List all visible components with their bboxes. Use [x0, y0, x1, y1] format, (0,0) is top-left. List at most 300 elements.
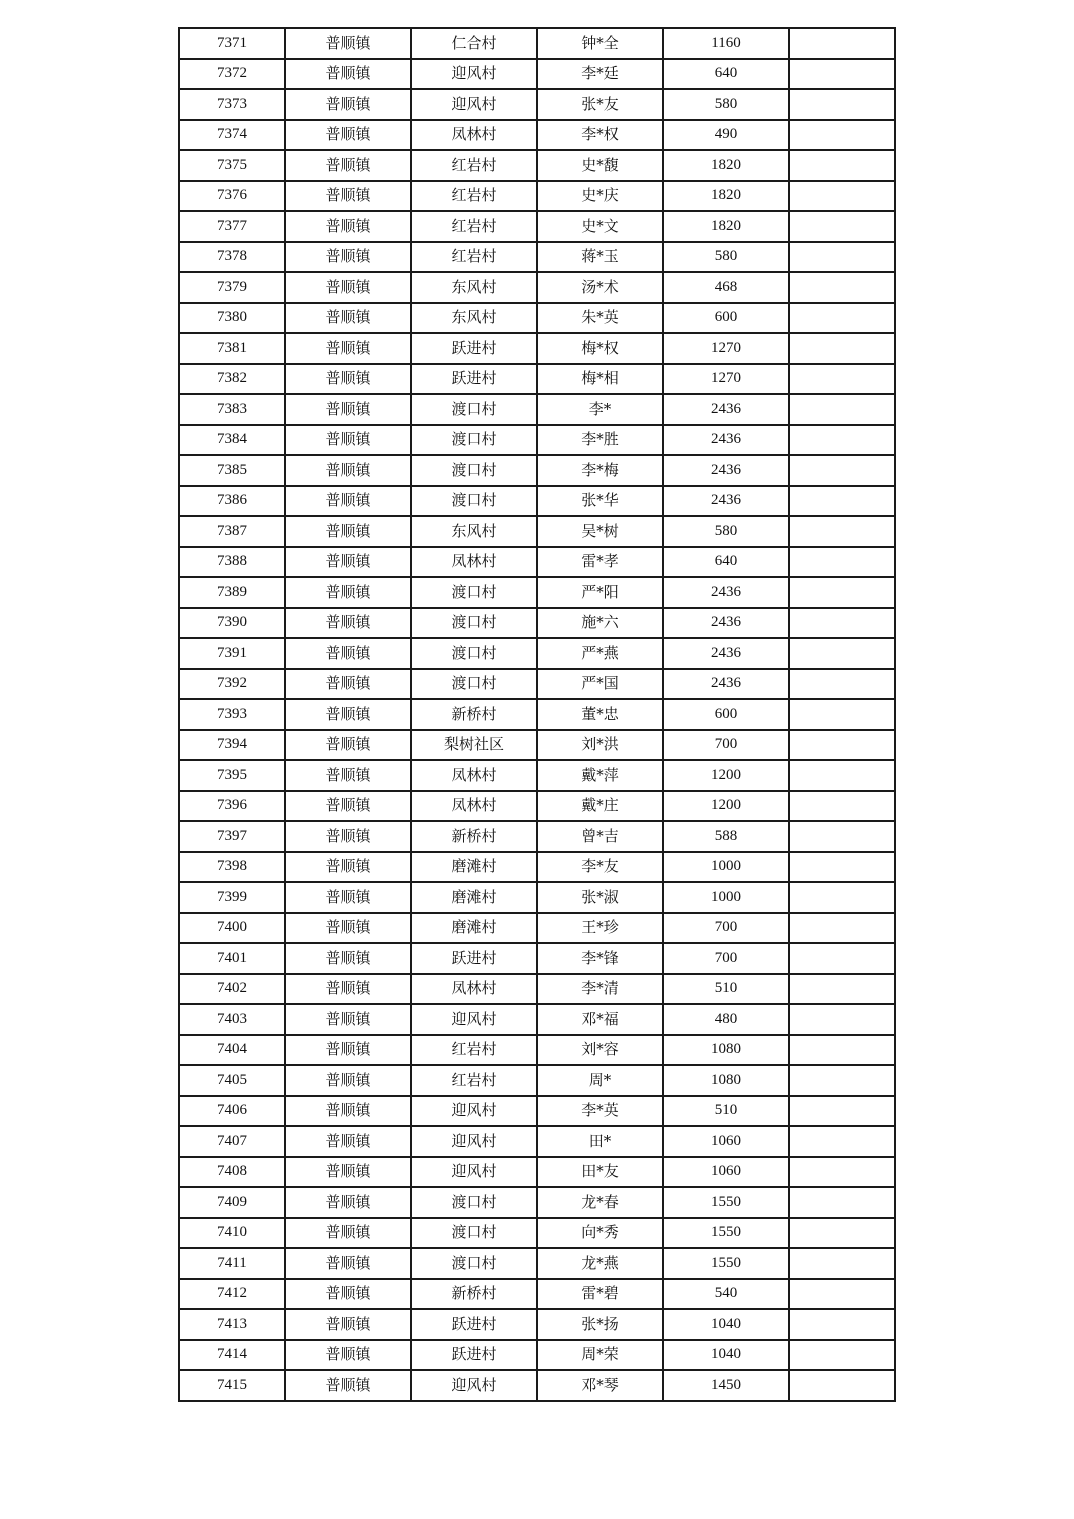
village-cell: 磨滩村 [411, 882, 537, 913]
town-cell: 普顺镇 [285, 59, 411, 90]
serial-cell: 7406 [179, 1096, 285, 1127]
name-cell: 张*友 [537, 89, 663, 120]
village-cell: 凤林村 [411, 974, 537, 1005]
amount-cell: 700 [663, 943, 789, 974]
town-cell: 普顺镇 [285, 364, 411, 395]
amount-cell: 1080 [663, 1035, 789, 1066]
name-cell: 雷*孝 [537, 547, 663, 578]
table-row [179, 791, 895, 822]
serial-cell: 7394 [179, 730, 285, 761]
table-row [179, 425, 895, 456]
town-cell: 普顺镇 [285, 455, 411, 486]
amount-cell: 480 [663, 1004, 789, 1035]
table-row [179, 1065, 895, 1096]
table-row [179, 211, 895, 242]
serial-cell: 7393 [179, 699, 285, 730]
amount-cell: 2436 [663, 455, 789, 486]
village-cell: 跃进村 [411, 943, 537, 974]
town-cell: 普顺镇 [285, 272, 411, 303]
name-cell: 史*文 [537, 211, 663, 242]
amount-cell: 1450 [663, 1370, 789, 1401]
table-row [179, 1248, 895, 1279]
village-cell: 红岩村 [411, 1065, 537, 1096]
name-cell: 田* [537, 1126, 663, 1157]
serial-cell: 7389 [179, 577, 285, 608]
village-cell: 迎风村 [411, 1126, 537, 1157]
town-cell: 普顺镇 [285, 943, 411, 974]
remark-cell [789, 211, 895, 242]
town-cell: 普顺镇 [285, 211, 411, 242]
name-cell: 严*国 [537, 669, 663, 700]
name-cell: 施*六 [537, 608, 663, 639]
village-cell: 凤林村 [411, 760, 537, 791]
town-cell: 普顺镇 [285, 974, 411, 1005]
table-row [179, 272, 895, 303]
remark-cell [789, 394, 895, 425]
remark-cell [789, 943, 895, 974]
name-cell: 严*燕 [537, 638, 663, 669]
table-row [179, 333, 895, 364]
serial-cell: 7383 [179, 394, 285, 425]
serial-cell: 7376 [179, 181, 285, 212]
amount-cell: 2436 [663, 486, 789, 517]
name-cell: 李*胜 [537, 425, 663, 456]
town-cell: 普顺镇 [285, 89, 411, 120]
name-cell: 史*馥 [537, 150, 663, 181]
name-cell: 邓*福 [537, 1004, 663, 1035]
amount-cell: 1270 [663, 364, 789, 395]
town-cell: 普顺镇 [285, 669, 411, 700]
table-row [179, 1370, 895, 1401]
village-cell: 渡口村 [411, 425, 537, 456]
serial-cell: 7372 [179, 59, 285, 90]
table-row [179, 1096, 895, 1127]
table-row [179, 89, 895, 120]
village-cell: 迎风村 [411, 1004, 537, 1035]
remark-cell [789, 974, 895, 1005]
remark-cell [789, 1218, 895, 1249]
name-cell: 王*珍 [537, 913, 663, 944]
table-row [179, 1157, 895, 1188]
serial-cell: 7381 [179, 333, 285, 364]
serial-cell: 7380 [179, 303, 285, 334]
name-cell: 周*荣 [537, 1340, 663, 1371]
town-cell: 普顺镇 [285, 1035, 411, 1066]
village-cell: 新桥村 [411, 821, 537, 852]
remark-cell [789, 577, 895, 608]
remark-cell [789, 242, 895, 273]
town-cell: 普顺镇 [285, 699, 411, 730]
serial-cell: 7402 [179, 974, 285, 1005]
remark-cell [789, 821, 895, 852]
serial-cell: 7411 [179, 1248, 285, 1279]
remark-cell [789, 1370, 895, 1401]
name-cell: 李* [537, 394, 663, 425]
village-cell: 渡口村 [411, 608, 537, 639]
serial-cell: 7399 [179, 882, 285, 913]
village-cell: 渡口村 [411, 486, 537, 517]
amount-cell: 700 [663, 730, 789, 761]
remark-cell [789, 364, 895, 395]
name-cell: 李*梅 [537, 455, 663, 486]
serial-cell: 7415 [179, 1370, 285, 1401]
remark-cell [789, 181, 895, 212]
name-cell: 李*权 [537, 120, 663, 151]
table-row [179, 669, 895, 700]
table-row [179, 882, 895, 913]
serial-cell: 7408 [179, 1157, 285, 1188]
serial-cell: 7395 [179, 760, 285, 791]
remark-cell [789, 1309, 895, 1340]
town-cell: 普顺镇 [285, 1065, 411, 1096]
name-cell: 龙*春 [537, 1187, 663, 1218]
village-cell: 红岩村 [411, 181, 537, 212]
amount-cell: 1550 [663, 1218, 789, 1249]
town-cell: 普顺镇 [285, 150, 411, 181]
remark-cell [789, 333, 895, 364]
amount-cell: 2436 [663, 669, 789, 700]
amount-cell: 1000 [663, 852, 789, 883]
town-cell: 普顺镇 [285, 242, 411, 273]
amount-cell: 580 [663, 516, 789, 547]
name-cell: 雷*碧 [537, 1279, 663, 1310]
name-cell: 吴*树 [537, 516, 663, 547]
remark-cell [789, 455, 895, 486]
village-cell: 跃进村 [411, 364, 537, 395]
town-cell: 普顺镇 [285, 425, 411, 456]
amount-cell: 1060 [663, 1157, 789, 1188]
serial-cell: 7391 [179, 638, 285, 669]
village-cell: 跃进村 [411, 1309, 537, 1340]
remark-cell [789, 699, 895, 730]
remark-cell [789, 1157, 895, 1188]
town-cell: 普顺镇 [285, 547, 411, 578]
town-cell: 普顺镇 [285, 760, 411, 791]
table-row [179, 1126, 895, 1157]
amount-cell: 700 [663, 913, 789, 944]
village-cell: 仁合村 [411, 28, 537, 59]
village-cell: 渡口村 [411, 394, 537, 425]
name-cell: 刘*洪 [537, 730, 663, 761]
remark-cell [789, 516, 895, 547]
table-row [179, 913, 895, 944]
village-cell: 迎风村 [411, 59, 537, 90]
town-cell: 普顺镇 [285, 1126, 411, 1157]
remark-cell [789, 1004, 895, 1035]
amount-cell: 1040 [663, 1309, 789, 1340]
village-cell: 迎风村 [411, 89, 537, 120]
amount-cell: 540 [663, 1279, 789, 1310]
table-row [179, 577, 895, 608]
village-cell: 渡口村 [411, 1248, 537, 1279]
table-row [179, 1309, 895, 1340]
table-row [179, 59, 895, 90]
name-cell: 李*清 [537, 974, 663, 1005]
town-cell: 普顺镇 [285, 1096, 411, 1127]
village-cell: 渡口村 [411, 1218, 537, 1249]
remark-cell [789, 303, 895, 334]
serial-cell: 7404 [179, 1035, 285, 1066]
name-cell: 董*忠 [537, 699, 663, 730]
serial-cell: 7379 [179, 272, 285, 303]
village-cell: 磨滩村 [411, 913, 537, 944]
town-cell: 普顺镇 [285, 608, 411, 639]
table-row [179, 516, 895, 547]
remark-cell [789, 547, 895, 578]
amount-cell: 580 [663, 242, 789, 273]
town-cell: 普顺镇 [285, 1248, 411, 1279]
serial-cell: 7392 [179, 669, 285, 700]
remark-cell [789, 1187, 895, 1218]
table-body [179, 28, 895, 1401]
table-row [179, 638, 895, 669]
serial-cell: 7374 [179, 120, 285, 151]
remark-cell [789, 1126, 895, 1157]
serial-cell: 7388 [179, 547, 285, 578]
document-page [178, 27, 896, 1402]
table-row [179, 120, 895, 151]
remark-cell [789, 913, 895, 944]
name-cell: 张*扬 [537, 1309, 663, 1340]
village-cell: 迎风村 [411, 1096, 537, 1127]
remark-cell [789, 120, 895, 151]
name-cell: 史*庆 [537, 181, 663, 212]
amount-cell: 2436 [663, 577, 789, 608]
serial-cell: 7413 [179, 1309, 285, 1340]
table-row [179, 1187, 895, 1218]
amount-cell: 580 [663, 89, 789, 120]
name-cell: 田*友 [537, 1157, 663, 1188]
town-cell: 普顺镇 [285, 638, 411, 669]
name-cell: 曾*吉 [537, 821, 663, 852]
remark-cell [789, 852, 895, 883]
name-cell: 戴*萍 [537, 760, 663, 791]
table-row [179, 1340, 895, 1371]
remark-cell [789, 272, 895, 303]
name-cell: 梅*相 [537, 364, 663, 395]
name-cell: 戴*庄 [537, 791, 663, 822]
table-row [179, 608, 895, 639]
serial-cell: 7410 [179, 1218, 285, 1249]
village-cell: 凤林村 [411, 791, 537, 822]
serial-cell: 7407 [179, 1126, 285, 1157]
amount-cell: 640 [663, 59, 789, 90]
amount-cell: 2436 [663, 608, 789, 639]
amount-cell: 588 [663, 821, 789, 852]
name-cell: 刘*容 [537, 1035, 663, 1066]
remark-cell [789, 150, 895, 181]
remark-cell [789, 425, 895, 456]
serial-cell: 7382 [179, 364, 285, 395]
village-cell: 磨滩村 [411, 852, 537, 883]
serial-cell: 7377 [179, 211, 285, 242]
name-cell: 李*廷 [537, 59, 663, 90]
amount-cell: 2436 [663, 394, 789, 425]
village-cell: 红岩村 [411, 211, 537, 242]
table-row [179, 974, 895, 1005]
name-cell: 严*阳 [537, 577, 663, 608]
town-cell: 普顺镇 [285, 333, 411, 364]
amount-cell: 1200 [663, 760, 789, 791]
village-cell: 渡口村 [411, 455, 537, 486]
town-cell: 普顺镇 [285, 394, 411, 425]
village-cell: 红岩村 [411, 150, 537, 181]
amount-cell: 1200 [663, 791, 789, 822]
village-cell: 红岩村 [411, 1035, 537, 1066]
serial-cell: 7409 [179, 1187, 285, 1218]
table-row [179, 760, 895, 791]
amount-cell: 510 [663, 974, 789, 1005]
remark-cell [789, 669, 895, 700]
name-cell: 龙*燕 [537, 1248, 663, 1279]
serial-cell: 7397 [179, 821, 285, 852]
table-row [179, 699, 895, 730]
town-cell: 普顺镇 [285, 28, 411, 59]
amount-cell: 640 [663, 547, 789, 578]
name-cell: 向*秀 [537, 1218, 663, 1249]
serial-cell: 7403 [179, 1004, 285, 1035]
amount-cell: 1160 [663, 28, 789, 59]
town-cell: 普顺镇 [285, 852, 411, 883]
remark-cell [789, 608, 895, 639]
town-cell: 普顺镇 [285, 1309, 411, 1340]
village-cell: 新桥村 [411, 699, 537, 730]
table-row [179, 1279, 895, 1310]
village-cell: 迎风村 [411, 1157, 537, 1188]
village-cell: 渡口村 [411, 638, 537, 669]
amount-cell: 1550 [663, 1248, 789, 1279]
serial-cell: 7371 [179, 28, 285, 59]
village-cell: 渡口村 [411, 669, 537, 700]
village-cell: 跃进村 [411, 1340, 537, 1371]
remark-cell [789, 760, 895, 791]
table-row [179, 943, 895, 974]
table-row [179, 150, 895, 181]
name-cell: 汤*术 [537, 272, 663, 303]
serial-cell: 7401 [179, 943, 285, 974]
table-row [179, 1035, 895, 1066]
remark-cell [789, 1096, 895, 1127]
table-row [179, 821, 895, 852]
amount-cell: 510 [663, 1096, 789, 1127]
town-cell: 普顺镇 [285, 486, 411, 517]
town-cell: 普顺镇 [285, 882, 411, 913]
amount-cell: 1550 [663, 1187, 789, 1218]
village-cell: 新桥村 [411, 1279, 537, 1310]
serial-cell: 7405 [179, 1065, 285, 1096]
town-cell: 普顺镇 [285, 303, 411, 334]
amount-cell: 1040 [663, 1340, 789, 1371]
village-cell: 梨树社区 [411, 730, 537, 761]
serial-cell: 7414 [179, 1340, 285, 1371]
name-cell: 张*华 [537, 486, 663, 517]
name-cell: 钟*全 [537, 28, 663, 59]
serial-cell: 7373 [179, 89, 285, 120]
amount-cell: 1000 [663, 882, 789, 913]
town-cell: 普顺镇 [285, 1370, 411, 1401]
town-cell: 普顺镇 [285, 1187, 411, 1218]
serial-cell: 7400 [179, 913, 285, 944]
serial-cell: 7398 [179, 852, 285, 883]
town-cell: 普顺镇 [285, 1157, 411, 1188]
town-cell: 普顺镇 [285, 821, 411, 852]
remark-cell [789, 791, 895, 822]
town-cell: 普顺镇 [285, 1004, 411, 1035]
table-row [179, 242, 895, 273]
village-cell: 渡口村 [411, 577, 537, 608]
serial-cell: 7375 [179, 150, 285, 181]
town-cell: 普顺镇 [285, 516, 411, 547]
town-cell: 普顺镇 [285, 1279, 411, 1310]
town-cell: 普顺镇 [285, 791, 411, 822]
table-row [179, 486, 895, 517]
village-cell: 凤林村 [411, 547, 537, 578]
town-cell: 普顺镇 [285, 913, 411, 944]
village-cell: 渡口村 [411, 1187, 537, 1218]
table-row [179, 181, 895, 212]
amount-cell: 2436 [663, 638, 789, 669]
village-cell: 凤林村 [411, 120, 537, 151]
remark-cell [789, 1248, 895, 1279]
table-row [179, 1218, 895, 1249]
town-cell: 普顺镇 [285, 730, 411, 761]
town-cell: 普顺镇 [285, 181, 411, 212]
serial-cell: 7387 [179, 516, 285, 547]
name-cell: 周* [537, 1065, 663, 1096]
amount-cell: 1820 [663, 211, 789, 242]
remark-cell [789, 1035, 895, 1066]
village-cell: 东风村 [411, 303, 537, 334]
town-cell: 普顺镇 [285, 120, 411, 151]
amount-cell: 490 [663, 120, 789, 151]
village-cell: 迎风村 [411, 1370, 537, 1401]
table-row [179, 455, 895, 486]
amount-cell: 1060 [663, 1126, 789, 1157]
amount-cell: 1820 [663, 150, 789, 181]
serial-cell: 7386 [179, 486, 285, 517]
remark-cell [789, 486, 895, 517]
table-row [179, 730, 895, 761]
name-cell: 梅*权 [537, 333, 663, 364]
amount-cell: 1820 [663, 181, 789, 212]
serial-cell: 7412 [179, 1279, 285, 1310]
village-cell: 红岩村 [411, 242, 537, 273]
remark-cell [789, 730, 895, 761]
table-row [179, 852, 895, 883]
serial-cell: 7396 [179, 791, 285, 822]
amount-cell: 600 [663, 699, 789, 730]
data-table [178, 27, 896, 1402]
name-cell: 张*淑 [537, 882, 663, 913]
amount-cell: 1080 [663, 1065, 789, 1096]
name-cell: 朱*英 [537, 303, 663, 334]
table-row [179, 364, 895, 395]
town-cell: 普顺镇 [285, 1340, 411, 1371]
serial-cell: 7384 [179, 425, 285, 456]
remark-cell [789, 638, 895, 669]
town-cell: 普顺镇 [285, 577, 411, 608]
name-cell: 邓*琴 [537, 1370, 663, 1401]
name-cell: 李*锋 [537, 943, 663, 974]
serial-cell: 7378 [179, 242, 285, 273]
amount-cell: 2436 [663, 425, 789, 456]
remark-cell [789, 1340, 895, 1371]
table-row [179, 394, 895, 425]
table-row [179, 547, 895, 578]
town-cell: 普顺镇 [285, 1218, 411, 1249]
name-cell: 蒋*玉 [537, 242, 663, 273]
village-cell: 跃进村 [411, 333, 537, 364]
